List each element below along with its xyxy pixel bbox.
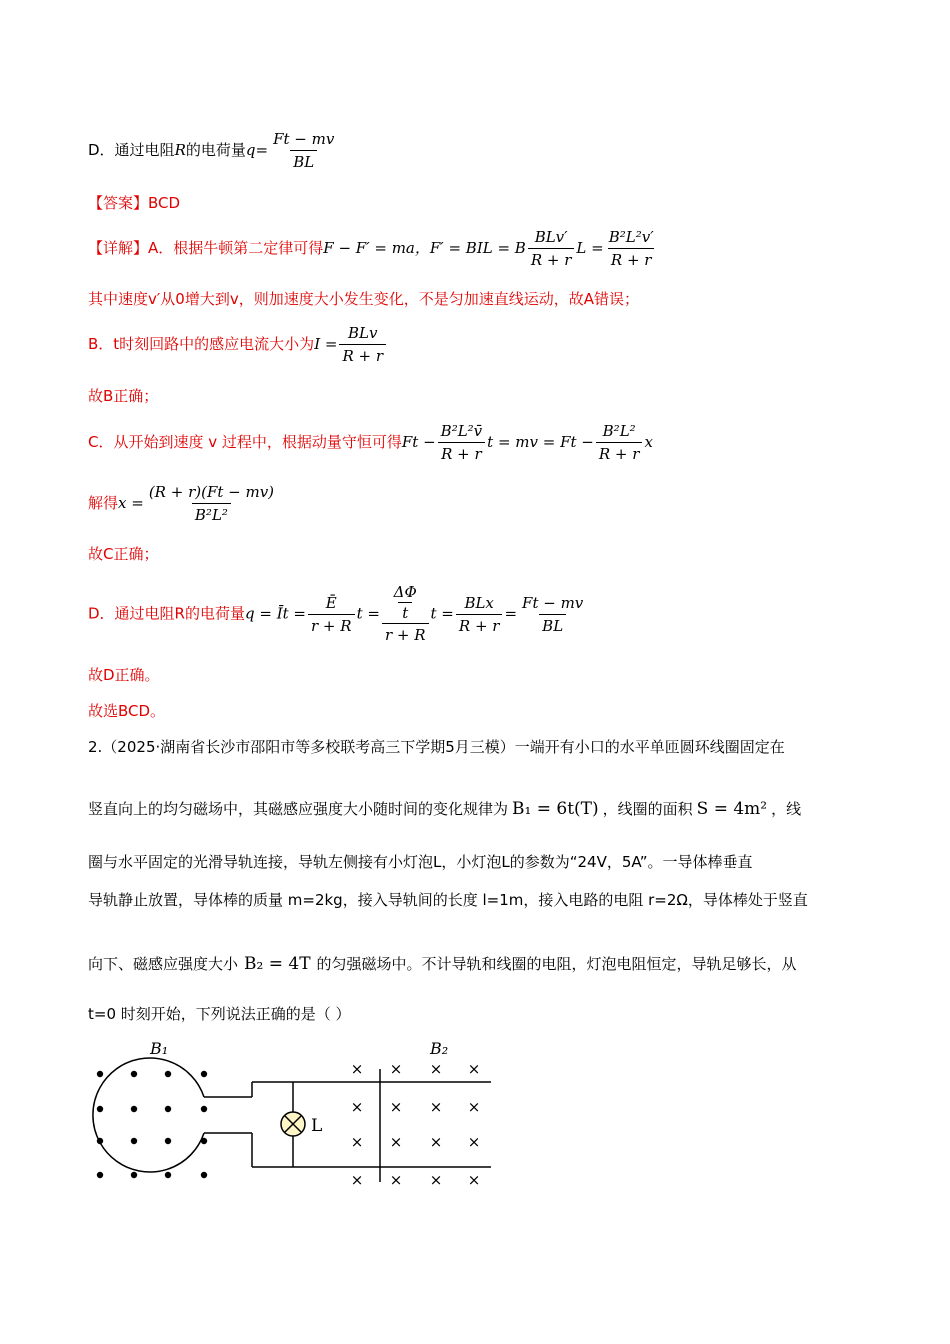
field-crosses xyxy=(351,1060,481,1189)
q2-line1: 2.（2025·湖南省长沙市邵阳市等多校联考高三下学期5月三模）一端开有小口的水平单匝圆环线圈固定在 xyxy=(88,738,785,756)
numerator: Ft − mv xyxy=(273,130,335,148)
denominator: r + R xyxy=(308,614,355,637)
charge-fraction xyxy=(270,128,337,173)
field-cross: × xyxy=(467,1098,481,1116)
q2-area-formula: S = 4m² xyxy=(696,799,768,819)
detail-c-line xyxy=(88,420,653,465)
q2-line2-text-c: ，线 xyxy=(771,800,802,818)
q2-line6: t=0 时刻开始，下列说法正确的是（ ） xyxy=(88,1005,351,1023)
detail-a-intro: A．根据牛顿第二定律可得 xyxy=(148,239,324,257)
field-dot xyxy=(97,1071,103,1077)
field-cross: × xyxy=(467,1171,481,1189)
var-r: R xyxy=(174,141,186,159)
detail-c-x: x xyxy=(644,433,653,451)
circuit-diagram xyxy=(86,1032,506,1202)
q2-line5 xyxy=(88,953,797,974)
var-q: q xyxy=(245,141,256,159)
field-cross: × xyxy=(429,1133,443,1151)
numerator-bottom: t xyxy=(398,602,412,623)
field-dot xyxy=(165,1138,171,1144)
detail-d-frac3 xyxy=(456,592,503,637)
detail-c-solve: 解得 xyxy=(88,494,119,512)
label-b1: B₁ xyxy=(150,1039,169,1058)
field-cross: × xyxy=(429,1098,443,1116)
field-cross: × xyxy=(389,1098,403,1116)
field-dot xyxy=(131,1106,137,1112)
part-d-middle: 的电荷量 xyxy=(185,141,246,159)
numerator: Ē xyxy=(325,593,337,612)
numerator: B²L² xyxy=(602,422,636,440)
denominator: R + r xyxy=(456,614,503,637)
denominator: R + r xyxy=(438,442,485,465)
detail-a-line xyxy=(88,226,659,271)
numerator: BLv′ xyxy=(534,228,568,246)
detail-d-t2: t = xyxy=(430,604,454,623)
field-cross: × xyxy=(389,1133,403,1151)
detail-c-frac3 xyxy=(146,481,277,526)
field-dot xyxy=(97,1106,103,1112)
denominator: R + r xyxy=(339,344,386,367)
detail-b-line xyxy=(88,322,388,367)
field-cross: × xyxy=(467,1133,481,1151)
numerator: BLv xyxy=(348,324,378,342)
field-dot xyxy=(131,1172,137,1178)
q2-line3: 圈与水平固定的光滑导轨连接，导轨左侧接有小灯泡L，小灯泡L的参数为“24V，5A”。一导体棒垂直 xyxy=(88,853,753,871)
answer-value: BCD xyxy=(148,194,181,212)
detail-final: 故选BCD。 xyxy=(88,702,166,720)
answer-label: 【答案】 xyxy=(88,194,149,212)
detail-a-line2: 其中速度v′从0增大到v，则加速度大小发生变化，不是匀加速直线运动，故A错误； xyxy=(88,290,639,308)
numerator-top: ΔΦ xyxy=(393,583,417,601)
field-cross: × xyxy=(429,1171,443,1189)
detail-c-lhs: x = xyxy=(118,494,144,512)
detail-c-ft: Ft − xyxy=(401,433,436,451)
field-dot xyxy=(165,1106,171,1112)
numerator: BLx xyxy=(464,593,494,612)
detail-c-frac1 xyxy=(438,420,485,465)
numerator: B²L²v′ xyxy=(608,228,654,246)
q2-line4: 导轨静止放置，导体棒的质量 m=2kg，接入导轨间的长度 l=1m，接入电路的电阻 r=2Ω，导体棒处于竖直 xyxy=(88,891,808,909)
denominator: R + r xyxy=(608,248,655,271)
denominator: BL xyxy=(539,614,566,637)
q2-line2-text-b: ，线圈的面积 xyxy=(602,800,693,818)
field-dot xyxy=(201,1138,207,1144)
label-lamp: L xyxy=(311,1116,323,1136)
field-cross: × xyxy=(429,1060,443,1078)
field-cross: × xyxy=(467,1060,481,1078)
detail-d-frac4 xyxy=(519,592,586,637)
detail-d-frac1 xyxy=(308,592,355,637)
coil-circle xyxy=(93,1058,204,1172)
denominator: r + R xyxy=(382,623,429,646)
field-dot xyxy=(131,1071,137,1077)
field-dot xyxy=(165,1071,171,1077)
field-cross: × xyxy=(350,1060,364,1078)
q2-line5-text-b: 的匀强磁场中。不计导轨和线圈的电阻，灯泡电阻恒定，导轨足够长，从 xyxy=(316,955,797,973)
field-cross: × xyxy=(350,1171,364,1189)
detail-b-conclusion: 故B正确； xyxy=(88,387,159,405)
field-cross: × xyxy=(350,1133,364,1151)
detail-b-lhs: I = xyxy=(314,335,338,353)
field-dots xyxy=(97,1071,207,1178)
field-dot xyxy=(201,1071,207,1077)
detail-d-lhs: q = Īt = xyxy=(244,604,306,623)
field-dot xyxy=(97,1138,103,1144)
field-dot xyxy=(165,1172,171,1178)
numerator: (R + r)(Ft − mv) xyxy=(148,483,275,501)
field-dot xyxy=(131,1138,137,1144)
answer-line xyxy=(88,192,180,213)
field-dot xyxy=(201,1106,207,1112)
numerator: Ft − mv xyxy=(522,593,584,612)
detail-a-mid: L = xyxy=(576,239,604,257)
q2-b1-formula: B₁ = 6t(T) xyxy=(512,799,599,819)
field-cross: × xyxy=(389,1060,403,1078)
denominator: R + r xyxy=(528,248,575,271)
field-dot xyxy=(97,1172,103,1178)
q2-b2-formula: B₂ = 4T xyxy=(244,954,311,974)
detail-b-intro: B．t时刻回路中的感应电流大小为 xyxy=(88,335,315,353)
q2-line2 xyxy=(88,798,801,819)
numerator xyxy=(391,582,420,623)
part-d-question xyxy=(88,128,339,173)
detail-label: 【详解】 xyxy=(88,239,149,257)
denominator: R + r xyxy=(596,442,643,465)
equals: = xyxy=(255,141,269,159)
detail-d-frac2 xyxy=(382,582,429,646)
denominator: BL xyxy=(290,150,317,173)
label-b2: B₂ xyxy=(430,1039,449,1058)
detail-c-conclusion: 故C正确； xyxy=(88,545,159,563)
field-cross: × xyxy=(350,1098,364,1116)
detail-d-intro: D．通过电阻R的电荷量 xyxy=(88,604,245,623)
q2-line5-text-a: 向下、磁感应强度大小 xyxy=(88,955,239,973)
detail-a-frac1 xyxy=(528,226,575,271)
detail-c-intro: C．从开始到速度 v 过程中，根据动量守恒可得 xyxy=(88,433,402,451)
detail-c-frac2 xyxy=(596,420,643,465)
detail-d-conclusion: 故D正确。 xyxy=(88,666,160,684)
detail-c-solve-line xyxy=(88,481,279,526)
detail-a-frac2 xyxy=(606,226,657,271)
detail-a-eq1: F − F′ = ma，F′ = BIL = B xyxy=(323,239,526,257)
detail-d-t1: t = xyxy=(356,604,380,623)
detail-d-line xyxy=(88,582,588,646)
part-d-prefix: D．通过电阻 xyxy=(88,141,175,159)
field-dot xyxy=(201,1172,207,1178)
q2-line2-text-a: 竖直向上的均匀磁场中，其磁感应强度大小随时间的变化规律为 xyxy=(88,800,509,818)
field-cross: × xyxy=(389,1171,403,1189)
detail-c-mid: t = mv = Ft − xyxy=(487,433,594,451)
detail-d-eq: = xyxy=(504,604,518,623)
detail-b-frac xyxy=(339,322,386,367)
numerator: B²L²v̄ xyxy=(440,422,483,440)
denominator: B²L² xyxy=(192,503,231,526)
